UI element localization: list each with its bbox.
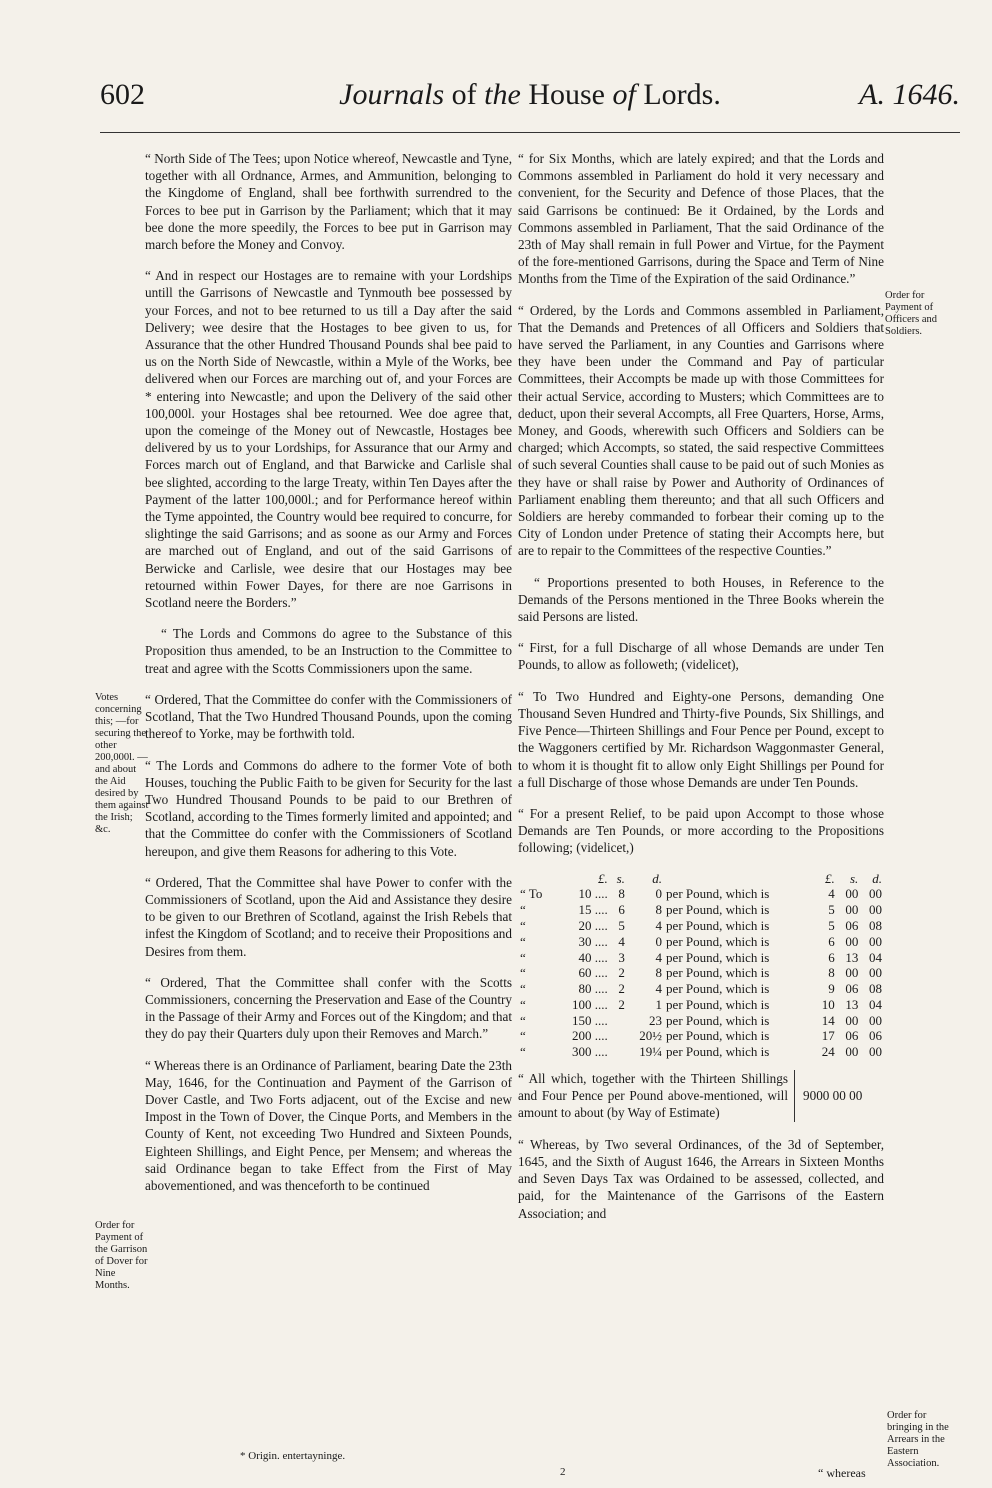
rate-cell: per Pound, which is: [666, 902, 770, 918]
rate-cell: 15 ....: [578, 902, 608, 918]
rate-cell: 00: [869, 1044, 882, 1060]
rate-cell: per Pound, which is: [666, 965, 770, 981]
rate-row: [518, 965, 884, 981]
rate-cell: 06: [845, 1028, 859, 1044]
paragraph: “ Ordered, That the Committee shall confer with the Scotts Commissioners, concerning the Preservation and Ease of the Country in the Passage of their Army and Forces out of the Kingdom; and that they do pay their Quarters duly upon their Removes and March.”: [145, 974, 512, 1042]
rate-cell: “: [520, 965, 526, 981]
rate-cell: “: [520, 981, 526, 997]
rate-row: [518, 1044, 884, 1060]
rate-table: [518, 871, 884, 1061]
rate-cell: 2: [618, 981, 625, 997]
rate-cell: [610, 1013, 627, 1029]
rate-cell: 5: [828, 902, 835, 918]
paragraph: “ First, for a full Discharge of all whose Demands are under Ten Pounds, to allow as followeth; (videlicet),: [518, 640, 884, 673]
margin-note-dover: Order for Payment of the Garrison of Dover for Nine Months.: [95, 1220, 148, 1291]
rate-cell: 2: [618, 996, 625, 1012]
rate-cell: per Pound, which is: [666, 886, 770, 902]
rate-row: [518, 997, 884, 1013]
rate-cell: per Pound, which is: [666, 981, 770, 997]
rate-cell: 08: [869, 981, 882, 997]
paragraph: “ North Side of The Tees; upon Notice whereof, Newcastle and Tyne, together with all Ordnance, Armes, and Ammunition, belonging to the Kingdome of England, shall bee forthwith surrendred to the Forces to bee put in Garrison by the Parliament; which that it may bee done the more speedily, the Forces to bee put in Garrison may march before the Money and Convoy.: [145, 151, 512, 253]
rate-cell: 5: [618, 917, 625, 933]
rate-cell: “ To: [520, 886, 543, 902]
rate-cell: 08: [869, 917, 882, 933]
page-header: [100, 78, 960, 132]
paragraph: “ Whereas there is an Ordinance of Parliament, bearing Date the 23th May, 1646, for the Continuation and Payment of the Garrison of Dover Castle, and Two Forts adjacent, out of the Excise and new Impost in the Town of Dover, the Cinque Ports, and Members in the County of Kent, not exceeding Two Hundred and Sixteen Pounds, Eighteen Shillings, and Eight Pence, per Mensem; and whereas the said Ordinance began to take Effect from the First of May abovementioned, and was thenceforth to be continued: [145, 1057, 512, 1193]
paragraph: “ Whereas, by Two several Ordinances, of the 3d of September, 1645, and the Sixth of August 1646, the Arrears in Sixteen Months and Seven Days Tax was Ordained to be assessed, collected, and paid, for the Maintenance of the Garrisons of the Eastern Association; and: [518, 1136, 884, 1221]
rate-row: [518, 950, 884, 966]
rate-cell: per Pound, which is: [666, 1012, 770, 1028]
rate-cell: 06: [845, 981, 859, 997]
rate-cell: 8: [618, 886, 625, 902]
margin-note-officers: Order for Payment of Officers and Soldiers.: [885, 290, 937, 337]
rate-row: [518, 934, 884, 950]
paragraph: “ The Lords and Commons do adhere to the former Vote of both Houses, touching the Public Faith to be given for Security for the last Two Hundred Thousand Pounds to be paid to our Brethren of Scotland, according to the Times formerly limited and appointed; and that the Committee do confer with the Commissioners of Scotland hereupon, and give them Reasons for adhering to this Vote.: [145, 757, 512, 859]
rate-cell: 30 ....: [578, 933, 608, 949]
rate-cell: per Pound, which is: [666, 917, 770, 933]
header-cell: [518, 871, 555, 887]
paragraph: “ To Two Hundred and Eighty-one Persons, demanding One Thousand Seven Hundred and Thirty-five Pounds, Six Shillings, and Five Pence—Thirteen Shillings and Four Pence per Pound, except to the Waggoners certified by Mr. Richardson Waggonmaster General, to whom it is thought fit to allow only Eight Shillings per Pound for a full Discharge of those whose Demands are under Ten Pounds.: [518, 688, 884, 790]
rate-row: [518, 886, 884, 902]
rate-cell: 4: [655, 949, 663, 965]
rate-cell: 9: [828, 981, 835, 997]
rate-cell: “: [520, 1012, 526, 1028]
right-column: [518, 150, 884, 1236]
left-column: [145, 150, 512, 1208]
paragraph: “ And in respect our Hostages are to remaine with your Lordships untill the Garrisons of Newcastle and Tynmouth bee possessed by your Forces, and not to bee returned to us till a Day after the said Delivery; wee desire that the Hostages to bee given to us, for Assurance that the other Hundred Thousand Pounds shal bee paid to us on the North Side of Newcastle, within a Myle of the Works, bee delivered when our Forces are marching out of, and your Forces are * entering into Newcastle; and upon the Delivery of the said other 100,000l. your Hostages shal bee retourned. Wee doe agree that, upon the comeinge of the Money out of Newcastle, Hostages bee delivered by us to your Lordships, for Assurance that our Army and Forces march out of England, and that Barwicke and Carlisle shal bee slighted, according to the large Treaty, within Ten Dayes after the Payment of the latter 100,000l.; and for Performance hereof within the Tyme appointed, the Country would bee required to concurre, for slightinge the said Garrisons; and as soone as our Army and Forces are marched out of England, and out of the said Garrisons of Berwicke and Carlisle, wee desire that our Hostages may bee retourned within Fower Dayes, for there are noe Garrisons in Scotland neere the Borders.”: [145, 268, 512, 611]
rate-cell: 00: [869, 1012, 882, 1028]
rate-table-header: [518, 871, 884, 887]
rate-cell: 0: [655, 933, 663, 949]
rate-row: [518, 981, 884, 997]
rate-cell: 00: [869, 933, 882, 949]
rate-cell: 04: [869, 949, 882, 965]
rate-cell: 17: [821, 1028, 835, 1044]
rate-cell: 04: [869, 996, 882, 1012]
rate-cell: 00: [845, 933, 859, 949]
rate-cell: 23: [649, 1012, 663, 1028]
rate-cell: per Pound, which is: [666, 949, 770, 965]
header-rule: [100, 132, 960, 133]
rate-cell: 13: [845, 996, 859, 1012]
rate-cell: 10 ....: [578, 886, 608, 902]
rate-cell: 300 ....: [572, 1044, 608, 1060]
rate-cell: 6: [618, 902, 625, 918]
rate-row: [518, 1013, 884, 1029]
rate-cell: 0: [655, 886, 663, 902]
rate-cell: “: [520, 1044, 526, 1060]
title-word-the: the: [484, 78, 521, 111]
rate-cell: 8: [655, 902, 663, 918]
rate-cell: “: [520, 949, 526, 965]
rate-cell: 06: [845, 917, 859, 933]
rate-cell: per Pound, which is: [666, 996, 770, 1012]
rate-cell: 100 ....: [572, 996, 608, 1012]
rate-cell: 00: [845, 886, 859, 902]
rate-cell: 3: [618, 949, 625, 965]
paragraph: “ Proportions presented to both Houses, in Reference to the Demands of the Persons mentioned in the Three Books wherein the said Persons are listed.: [518, 574, 884, 625]
rate-cell: 4: [618, 933, 625, 949]
rate-cell: 24: [821, 1044, 835, 1060]
rate-cell: per Pound, which is: [666, 1044, 770, 1060]
rate-cell: “: [520, 902, 526, 918]
rate-cell: 40 ....: [578, 949, 608, 965]
rate-cell: 00: [845, 965, 859, 981]
title-word-of-2: of: [612, 78, 636, 111]
rate-cell: 8: [828, 965, 835, 981]
header-cell: [664, 871, 813, 887]
rate-table-body: [518, 886, 884, 1060]
paragraph: “ Ordered, by the Lords and Commons assembled in Parliament, That the Demands and Pretences of all Officers and Soldiers that have served the Parliament, in any Counties and Garrisons where they have been under the Command and Pay of particular Committees, their Accompts be made up with those Committees for their actual Service, according to Musters; which Committees are to deduct, upon their several Accompts, all Free Quarters, Horse, Arms, Money, and Goods, wherewith such Officers and Soldiers can be charged; which Accompts, so stated, the said respective Committees of such several Counties shall cause to be paid out of such Monies as they have or shall raise by Power and Authority of Ordinances of Parliament enabling them thereunto; and that all such Officers and Soldiers are hereby commanded to forbear their coming up to the City of London under Pretence of stating their Accompts here, but are to repair to the Committees of the respective Counties.”: [518, 302, 884, 559]
rate-cell: “: [520, 1028, 526, 1044]
page-number: 602: [100, 78, 145, 111]
rate-cell: 19¼: [639, 1044, 663, 1060]
rate-cell: 150 ....: [572, 1012, 608, 1028]
rate-cell: 06: [869, 1028, 882, 1044]
rate-cell: “: [520, 917, 526, 933]
rate-cell: 00: [845, 1044, 859, 1060]
rate-row: [518, 918, 884, 934]
rate-cell: 2: [618, 965, 625, 981]
footnote: * Origin. entertayninge.: [240, 1450, 346, 1462]
rate-cell: 80 ....: [578, 981, 608, 997]
rate-cell: 4: [828, 886, 835, 902]
signature-mark: 2: [560, 1466, 566, 1478]
rate-cell: 20½: [639, 1028, 663, 1044]
rate-cell: 13: [845, 949, 859, 965]
rate-row: [518, 902, 884, 918]
rate-cell: 6: [828, 949, 835, 965]
page-year: A. 1646.: [859, 78, 960, 111]
rate-cell: 4: [655, 981, 663, 997]
margin-note-votes: Votes concerning this; —for securing the other 200,000l. —and about the Aid desired by them against the Irish; &c.: [95, 692, 149, 835]
rate-cell: 4: [655, 917, 663, 933]
paragraph: “ for Six Months, which are lately expired; and that the Lords and Commons assembled in Parliament do hold it very necessary and convenient, for the Security and Defence of those Places, that the said Garrisons be continued: Be it Ordained, by the Lords and Commons assembled in Parliament, That the said Ordinance of the 23th of May shall remain in full Power and Virtue, for the Payment of the fore-mentioned Garrisons, during the Space and Term of Nine Months from the Time of the Expiration of the said Ordinance.”: [518, 151, 884, 287]
summary-block: [518, 1070, 884, 1122]
summary-text: “ All which, together with the Thirteen Shillings and Four Pence per Pound above-mentioned, will amount to about (by Way of Estimate): [518, 1070, 795, 1122]
rate-cell: 00: [845, 1012, 859, 1028]
rate-cell: 00: [869, 886, 882, 902]
rate-row: [518, 1028, 884, 1044]
rate-cell: [610, 1044, 627, 1060]
rate-cell: 8: [655, 965, 663, 981]
title-word-of: of: [444, 78, 485, 111]
margin-note-eastern: Order for bringing in the Arrears in the Eastern Association.: [887, 1410, 949, 1469]
rate-cell: 00: [869, 965, 882, 981]
header-cell: s.: [616, 870, 625, 886]
paragraph: “ For a present Relief, to be paid upon Accompt to those whose Demands are Ten Pounds, or more according to the Propositions following; (videlicet,): [518, 805, 884, 856]
title-word-lords: Lords.: [635, 78, 721, 111]
summary-amount: 9000 00 00: [803, 1088, 863, 1104]
header-cell: d.: [652, 870, 663, 886]
paragraph: “ The Lords and Commons do agree to the Substance of this Proposition thus amended, to be an Instruction to the Committee to treat and agree with the Scotts Commissioners upon the same.: [145, 626, 512, 676]
rate-cell: [610, 1028, 627, 1044]
rate-cell: 6: [828, 933, 835, 949]
rate-cell: 14: [821, 1012, 835, 1028]
header-cell: £.: [824, 870, 835, 886]
rate-cell: “: [520, 996, 526, 1012]
rate-cell: 200 ....: [572, 1028, 608, 1044]
running-title: [100, 78, 960, 112]
rate-cell: per Pound, which is: [666, 1028, 770, 1044]
rate-cell: “: [520, 933, 526, 949]
catchword: “ whereas: [818, 1466, 866, 1480]
header-cell: s.: [850, 870, 859, 886]
header-cell: £.: [598, 870, 608, 886]
rate-cell: 1: [655, 996, 663, 1012]
rate-cell: per Pound, which is: [666, 933, 770, 949]
rate-cell: 5: [828, 917, 835, 933]
title-word-journals: Journals: [339, 78, 445, 111]
rate-cell: 10: [821, 996, 835, 1012]
paragraph: “ Ordered, That the Committee shal have Power to confer with the Commissioners of Scotland, upon the Aid and Assistance they desire to be given to our Brethren of Scotland, against the Irish Rebels that infest the Kingdom of Scotland; and to receive their Propositions and Desires from them.: [145, 874, 512, 959]
rate-cell: 00: [869, 902, 882, 918]
rate-cell: 60 ....: [578, 965, 608, 981]
rate-cell: 20 ....: [578, 917, 608, 933]
rate-cell: 00: [845, 902, 859, 918]
paragraph: “ Ordered, That the Committee do confer with the Commissioners of Scotland, That the Two Hundred Thousand Pounds, upon the coming thereof to Yorke, may be forthwith told.: [145, 691, 512, 742]
header-cell: d.: [872, 870, 882, 886]
title-word-house: House: [520, 78, 613, 111]
